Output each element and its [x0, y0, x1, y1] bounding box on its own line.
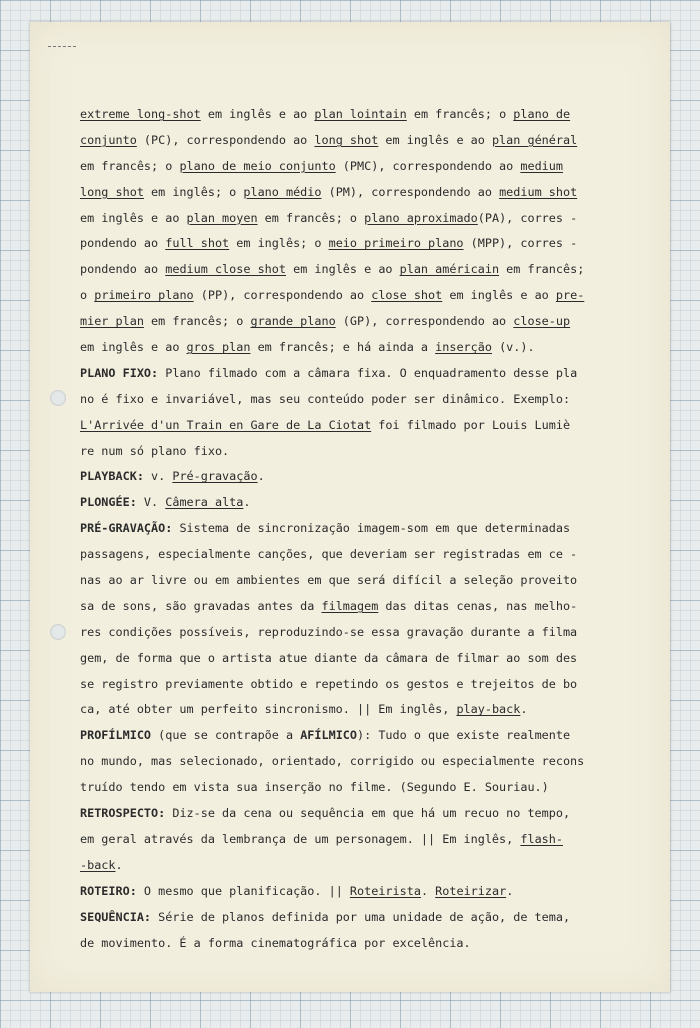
entry-heading: PLONGÉE:: [80, 495, 137, 510]
text-run: o: [80, 288, 95, 303]
text-run: sa de sons, são gravadas antes da: [80, 598, 322, 613]
text-run: ca, até obter um perfeito sincronismo. || Em inglês,: [80, 702, 457, 717]
entry-heading: RETROSPECTO:: [80, 806, 166, 821]
underlined-term: meio primeiro plano: [328, 236, 464, 251]
text-line: [80, 387, 625, 413]
text-line: [80, 542, 625, 568]
text-run: .: [115, 857, 123, 872]
text-line: [80, 335, 625, 361]
entry-heading: PLANO FIXO:: [80, 365, 159, 380]
underlined-term: plan moyen: [186, 210, 258, 225]
text-line: [80, 464, 625, 490]
text-run: (PM), correspondendo ao: [321, 184, 500, 199]
underlined-term: plan américain: [399, 262, 500, 277]
underlined-term: long shot: [314, 132, 379, 147]
text-run: (PA), corres -: [477, 210, 578, 225]
text-run: .: [257, 469, 265, 484]
underlined-term: pre-: [555, 288, 585, 303]
punch-hole: [50, 390, 66, 406]
text-run: ): Tudo o que existe realmente: [357, 728, 571, 743]
entry-heading: PRÉ-GRAVAÇÃO:: [80, 521, 173, 536]
underlined-term: L'Arrivée d'un Train en Gare de La Ciotat: [80, 417, 372, 432]
text-line: [80, 309, 625, 335]
underlined-term: Pré-gravação: [172, 469, 258, 484]
text-line: [80, 490, 625, 516]
text-run: (que se contrapõe a: [151, 728, 301, 743]
text-line: [80, 646, 625, 672]
text-run: em francês; o: [257, 210, 365, 225]
typed-page: [30, 22, 670, 992]
text-line: [80, 672, 625, 698]
text-run: foi filmado por Louis Lumiè: [371, 417, 571, 432]
underlined-term: -back: [80, 857, 116, 872]
text-run: res condições possíveis, reproduzindo-se essa gravação durante a filma: [80, 624, 578, 639]
underlined-term: plan lointain: [314, 107, 407, 121]
underlined-term: Câmera alta: [165, 495, 244, 510]
text-line: [80, 620, 625, 646]
underlined-term: plan général: [491, 132, 578, 147]
text-run: em francês; e há ainda a: [250, 340, 436, 355]
text-line: [80, 775, 625, 801]
underlined-term: play-back: [456, 702, 521, 717]
text-run: truído tendo em vista sua inserção no filme. (Segundo E. Souriau.): [80, 780, 549, 795]
text-run: (PC), correspondendo ao: [136, 132, 315, 147]
text-line: [80, 879, 625, 905]
text-run: em geral através da lembrança de um personagem. || Em inglês,: [80, 831, 521, 846]
underlined-term: gros plan: [186, 340, 251, 355]
underlined-term: mier plan: [80, 314, 144, 329]
text-run: .: [243, 495, 251, 510]
typewritten-text: [80, 102, 625, 956]
text-line: [80, 439, 625, 465]
text-run: pondendo ao: [80, 236, 166, 251]
text-line: [80, 283, 625, 309]
text-run: no mundo, mas selecionado, orientado, corrigido ou especialmente recons: [80, 754, 585, 769]
text-run: pondendo ao: [80, 262, 166, 277]
text-line: [80, 180, 625, 206]
underlined-term: close shot: [371, 288, 443, 303]
text-run: das ditas cenas, nas melho-: [378, 598, 578, 613]
text-run: .: [520, 702, 528, 717]
text-run: em inglês e ao: [200, 107, 315, 121]
underlined-term: conjunto: [80, 132, 137, 147]
text-run: (PMC), correspondendo ao: [335, 158, 521, 173]
punch-hole: [50, 624, 66, 640]
underlined-term: plano aproximado: [364, 210, 478, 225]
text-run: re num só plano fixo.: [80, 443, 230, 458]
underlined-term: plano de: [513, 107, 571, 121]
text-run: .: [420, 883, 436, 898]
text-run: em francês; o: [406, 107, 514, 121]
text-line: [80, 827, 625, 853]
text-run: v.: [143, 469, 173, 484]
text-run: em inglês e ao: [80, 210, 187, 225]
underlined-term: full shot: [165, 236, 230, 251]
underlined-term: plano de meio conjunto: [179, 158, 336, 173]
text-run: O mesmo que planificação. ||: [136, 883, 350, 898]
text-line: [80, 257, 625, 283]
underlined-term: filmagem: [321, 598, 379, 613]
text-run: em inglês e ao: [442, 288, 556, 303]
underlined-term: flash-: [520, 831, 563, 846]
entry-heading: ROTEIRO:: [80, 883, 137, 898]
underlined-term: grande plano: [250, 314, 336, 329]
text-line: [80, 206, 625, 232]
text-run: V.: [136, 495, 166, 510]
text-line: [80, 801, 625, 827]
text-run: em inglês e ao: [80, 340, 187, 355]
underlined-term: primeiro plano: [94, 288, 194, 303]
text-line: [80, 594, 625, 620]
entry-heading: PLAYBACK:: [80, 469, 144, 484]
text-run: Série de planos definida por uma unidade de ação, de tema,: [151, 909, 571, 924]
entry-heading: AFÍLMICO: [300, 728, 358, 743]
text-line: [80, 931, 625, 957]
text-run: passagens, especialmente canções, que deveriam ser registradas em ce -: [80, 547, 578, 562]
text-run: .: [506, 883, 514, 898]
text-line: [80, 102, 625, 128]
text-line: [80, 905, 625, 931]
entry-heading: SEQUÊNCIA:: [80, 909, 152, 924]
underlined-term: plano médio: [243, 184, 322, 199]
text-run: gem, de forma que o artista atue diante da câmara de filmar ao som des: [80, 650, 578, 665]
text-line: [80, 361, 625, 387]
text-line: [80, 128, 625, 154]
text-run: em francês; o: [80, 158, 180, 173]
text-run: no é fixo e invariável, mas seu conteúdo poder ser dinâmico. Exemplo:: [80, 391, 571, 406]
text-line: [80, 231, 625, 257]
text-run: em inglês e ao: [285, 262, 400, 277]
underlined-term: long shot: [80, 184, 144, 199]
text-run: em inglês e ao: [378, 132, 492, 147]
underlined-term: extreme long-shot: [80, 107, 201, 121]
text-line: [80, 749, 625, 775]
text-run: (v.).: [491, 340, 535, 355]
text-run: se registro previamente obtido e repetindo os gestos e trejeitos de bo: [80, 676, 578, 691]
text-line: [80, 516, 625, 542]
text-line: [80, 697, 625, 723]
text-run: em francês; o: [143, 314, 251, 329]
text-run: nas ao ar livre ou em ambientes em que será difícil a seleção proveito: [80, 573, 578, 588]
text-run: (PP), correspondendo ao: [193, 288, 372, 303]
text-run: (GP), correspondendo ao: [335, 314, 514, 329]
text-line: [80, 853, 625, 879]
text-run: de movimento. É a forma cinematográfica por excelência.: [80, 935, 471, 950]
underlined-term: medium shot: [499, 184, 578, 199]
text-line: [80, 568, 625, 594]
text-run: Diz-se da cena ou sequência em que há um recuo no tempo,: [165, 806, 571, 821]
text-run: Sistema de sincronização imagem-som em que determinadas: [172, 521, 571, 536]
text-run: Plano filmado com a câmara fixa. O enquadramento desse pla: [158, 365, 578, 380]
text-run: (MPP), corres -: [463, 236, 578, 251]
text-run: em francês;: [499, 262, 585, 277]
text-run: em inglês; o: [143, 184, 244, 199]
underlined-term: inserção: [435, 340, 492, 355]
underlined-term: Roteirista: [349, 883, 421, 898]
text-line: [80, 723, 625, 749]
text-line: [80, 413, 625, 439]
text-run: em inglês; o: [229, 236, 329, 251]
underlined-term: medium close shot: [165, 262, 286, 277]
corner-dash-mark: [48, 46, 76, 47]
text-line: [80, 154, 625, 180]
underlined-term: medium: [520, 158, 563, 173]
entry-heading: PROFÍLMICO: [80, 728, 152, 743]
underlined-term: close-up: [513, 314, 571, 329]
underlined-term: Roteirizar: [435, 883, 507, 898]
